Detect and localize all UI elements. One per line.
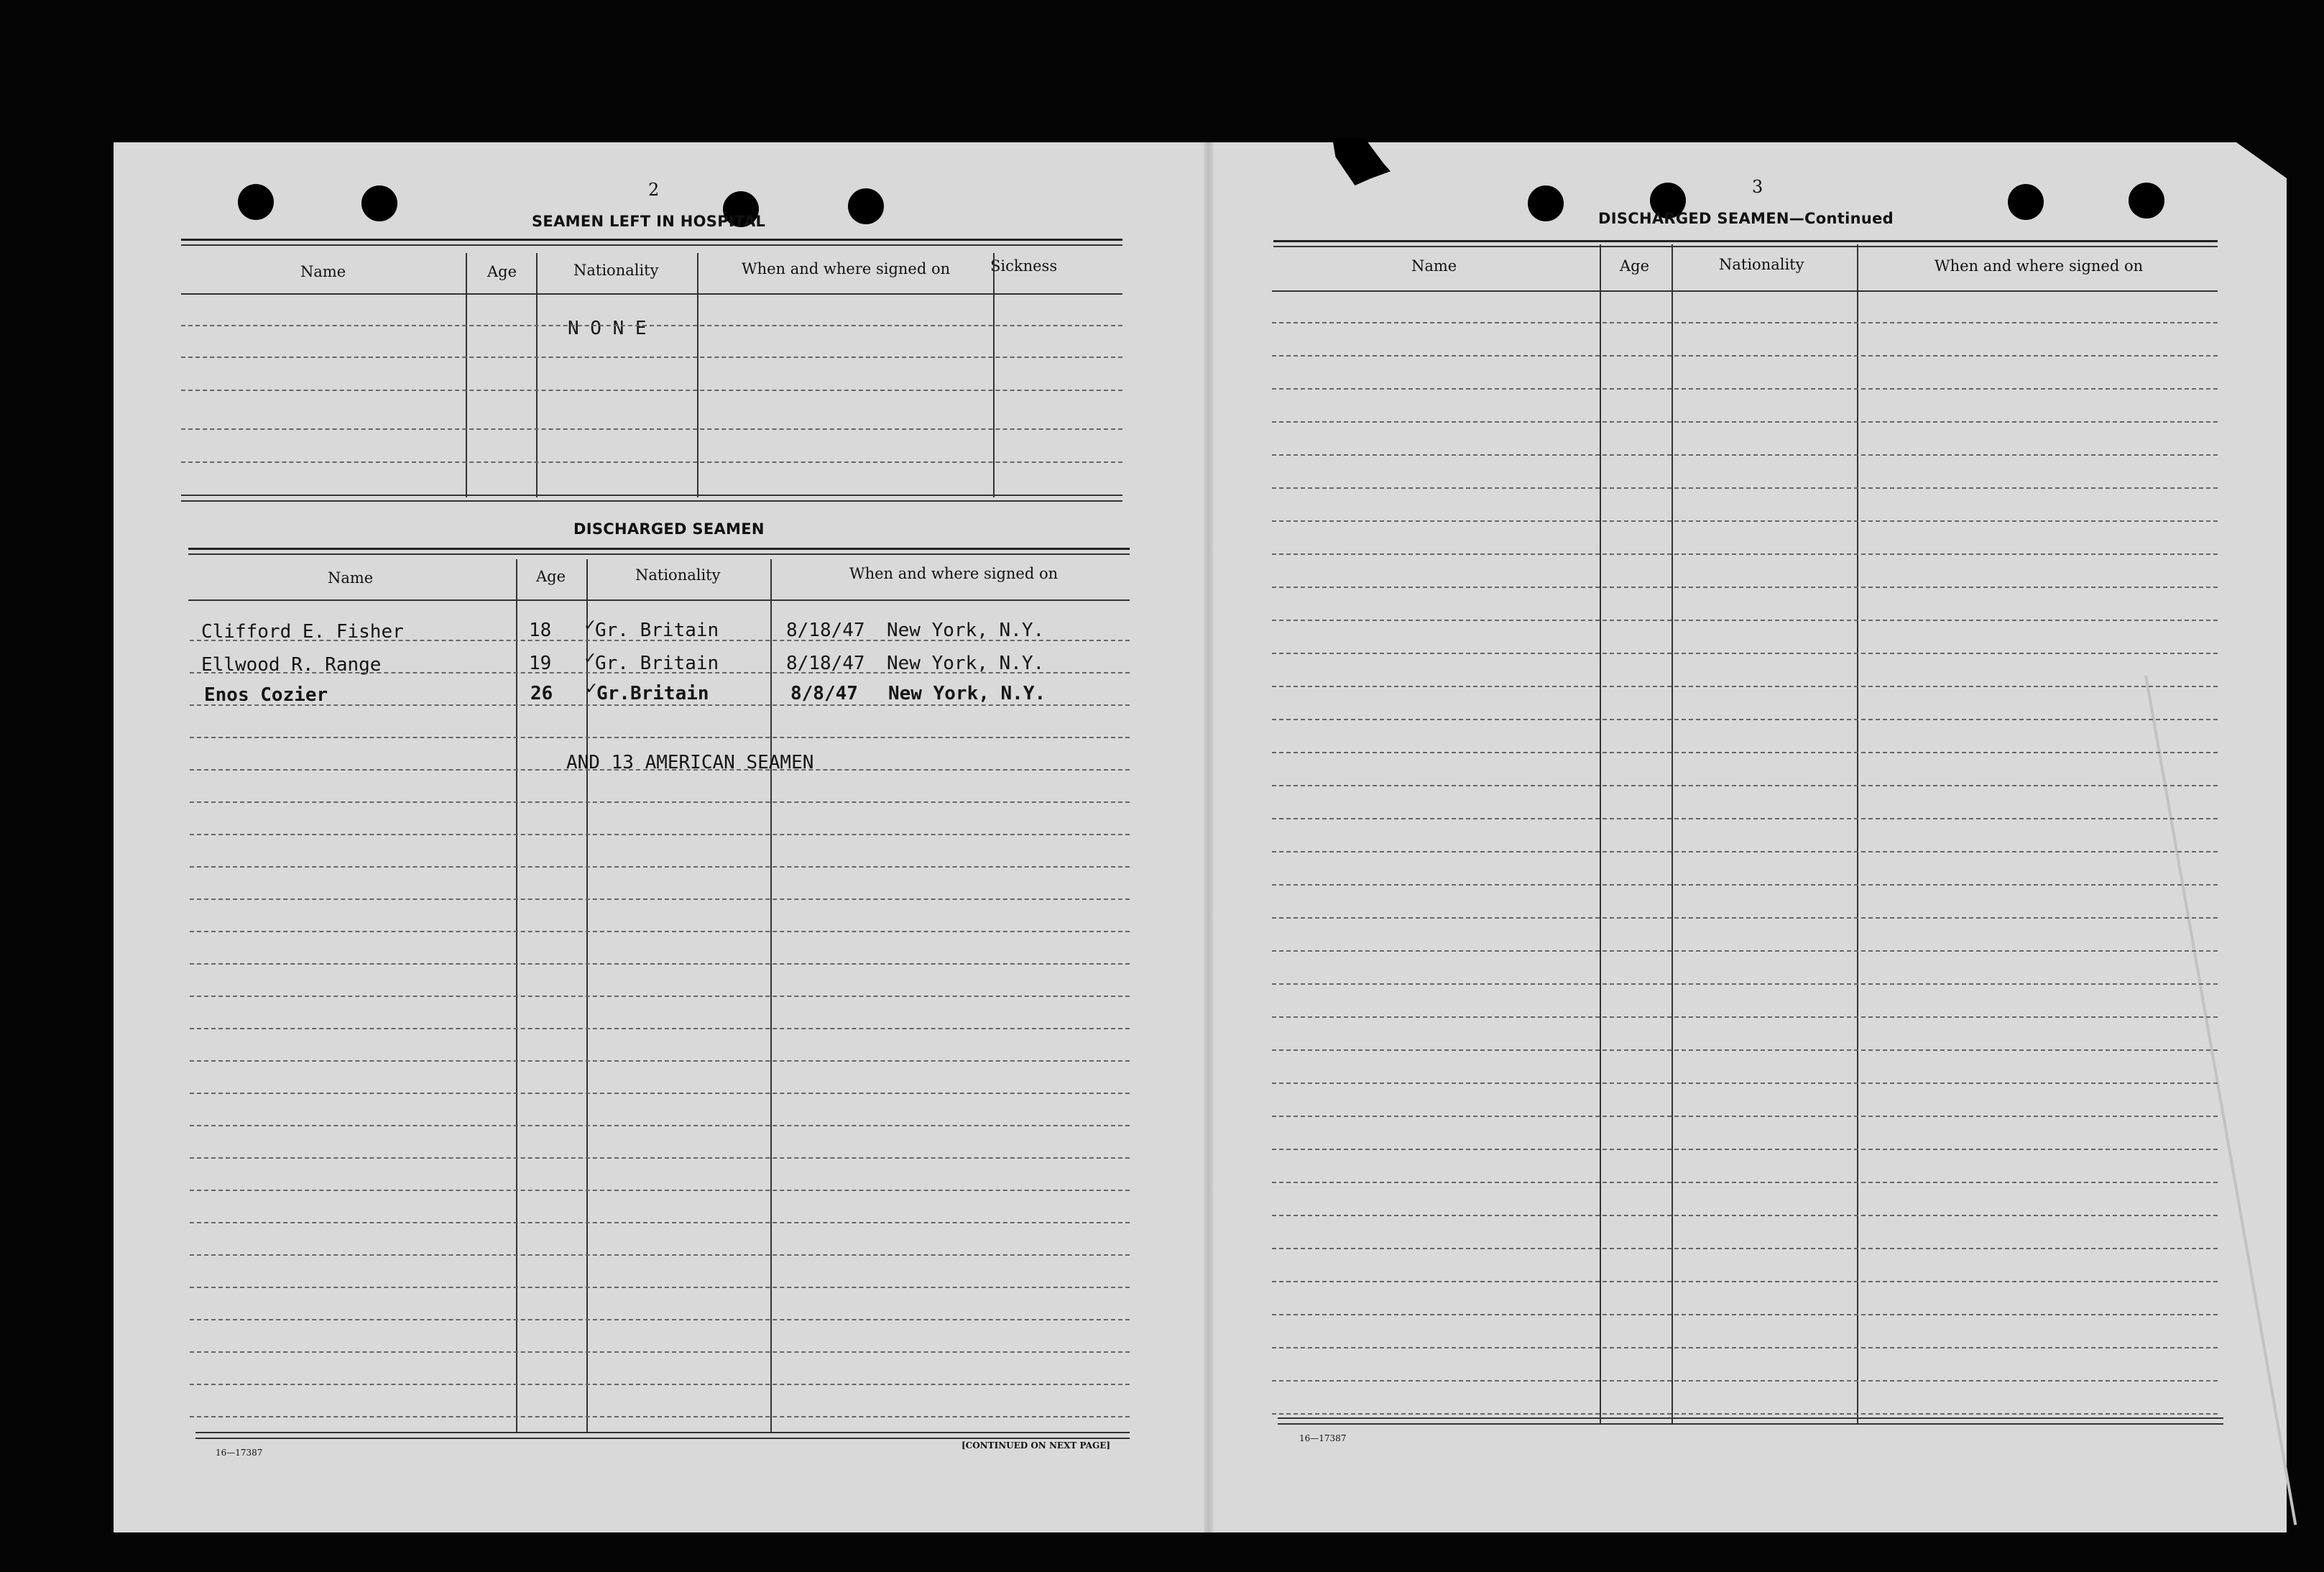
seaman-name: Clifford E. Fisher: [201, 621, 404, 643]
ruled-line: [1272, 785, 2218, 786]
ruled-line: [190, 1157, 1130, 1159]
ruled-line: [190, 1125, 1130, 1126]
seaman-age: 26: [530, 683, 553, 704]
column-header-name: Name: [328, 569, 374, 587]
ruled-line: [190, 1351, 1130, 1353]
binder-hole: [238, 184, 274, 220]
ruled-line: [1272, 950, 2218, 952]
ruled-line: [1272, 454, 2218, 456]
ruled-line: [190, 737, 1130, 738]
ruled-line: [1272, 520, 2218, 522]
continued-note: [CONTINUED ON NEXT PAGE]: [962, 1440, 1111, 1451]
ruled-line: [1272, 719, 2218, 720]
ruled-line: [1272, 1281, 2218, 1282]
table-bottom-rule: [181, 500, 1122, 502]
column-header-nationality: Nationality: [635, 566, 721, 584]
column-header-sickness: Sickness: [990, 257, 1058, 275]
ruled-line: [1272, 1215, 2218, 1216]
ruled-line: [1272, 1182, 2218, 1183]
seaman-name: Ellwood R. Range: [201, 654, 382, 676]
ruled-line: [1272, 487, 2218, 489]
table-bottom-rule: [1278, 1417, 2223, 1419]
page-fold: [1204, 142, 1214, 1532]
page-number: 2: [648, 180, 660, 200]
ruled-line: [190, 1093, 1130, 1094]
check-mark-icon: ✓: [584, 617, 597, 635]
ruled-line: [190, 1222, 1130, 1223]
column-header-nationality: Nationality: [1719, 256, 1804, 273]
check-mark-icon: ✓: [585, 680, 599, 698]
form-number: 16—17387: [216, 1448, 263, 1458]
seaman-nationality: Gr. Britain: [595, 620, 719, 641]
ruled-line: [181, 428, 1122, 430]
ruled-line: [1272, 752, 2218, 753]
column-divider: [466, 253, 467, 497]
ruled-line: [1272, 1049, 2218, 1051]
column-header-name: Name: [1411, 257, 1457, 275]
table-top-rule: [181, 239, 1122, 241]
column-header-nationality: Nationality: [573, 262, 659, 279]
table-top-rule: [1273, 246, 2218, 247]
right-page: [1209, 142, 2287, 1532]
table-top-rule: [1273, 240, 2218, 242]
ruled-line: [1272, 851, 2218, 852]
ruled-line: [190, 963, 1130, 965]
check-mark-icon: ✓: [584, 650, 597, 668]
ruled-line: [190, 866, 1130, 868]
ruled-line: [1272, 1314, 2218, 1315]
ruled-line: [1272, 917, 2218, 919]
binder-hole: [848, 188, 884, 224]
table-bottom-rule: [195, 1432, 1130, 1433]
ruled-line: [190, 931, 1130, 932]
ruled-line: [1272, 355, 2218, 357]
ruled-line: [190, 1416, 1130, 1417]
ruled-line: [1272, 388, 2218, 390]
ruled-line: [1272, 620, 2218, 621]
ruled-line: [190, 898, 1130, 900]
binder-hole: [2129, 183, 2164, 219]
ruled-line: [190, 996, 1130, 997]
binder-hole: [2008, 184, 2044, 220]
hospital-section-title: SEAMEN LEFT IN HOSPITAL: [532, 213, 766, 230]
signed-on-date: 8/18/47: [786, 620, 865, 641]
header-rule: [188, 599, 1130, 601]
signed-on-place: New York, N.Y.: [888, 683, 1046, 704]
ruled-line: [190, 1287, 1130, 1288]
table-bottom-rule: [1278, 1423, 2223, 1425]
form-number: 16—17387: [1299, 1433, 1347, 1443]
header-rule: [1272, 290, 2218, 292]
discharged-section-title: DISCHARGED SEAMEN: [573, 520, 765, 538]
table-top-rule: [181, 244, 1122, 246]
column-divider: [536, 253, 538, 497]
table-bottom-rule: [181, 495, 1122, 496]
column-header-age: Age: [536, 568, 566, 585]
ruled-line: [190, 1028, 1130, 1029]
signed-on-date: 8/18/47: [786, 653, 865, 674]
ruled-line: [190, 704, 1130, 706]
binder-hole: [361, 185, 397, 221]
column-header-signed-on: When and where signed on: [742, 260, 951, 277]
table-bottom-rule: [195, 1438, 1130, 1439]
ruled-line: [1272, 1116, 2218, 1117]
page-number: 3: [1752, 177, 1763, 197]
table-top-rule: [188, 553, 1130, 555]
ruled-line: [1272, 421, 2218, 423]
signed-on-date: 8/8/47: [790, 683, 858, 704]
signed-on-place: New York, N.Y.: [887, 653, 1045, 674]
ruled-line: [181, 357, 1122, 358]
ruled-line: [1272, 1380, 2218, 1382]
ruled-line: [1272, 1083, 2218, 1084]
column-header-signed-on: When and where signed on: [1935, 257, 2144, 275]
ruled-line: [190, 1254, 1130, 1256]
column-header-age: Age: [1620, 257, 1650, 275]
ruled-line: [190, 1384, 1130, 1385]
column-header-name: Name: [300, 263, 346, 280]
ruled-line: [1272, 1347, 2218, 1348]
header-rule: [181, 293, 1122, 295]
hospital-none-entry: N O N E: [568, 318, 647, 339]
ruled-line: [1272, 983, 2218, 985]
ruled-line: [1272, 653, 2218, 654]
ruled-line: [190, 1190, 1130, 1191]
ruled-line: [1272, 587, 2218, 588]
seaman-age: 18: [529, 620, 552, 641]
table-top-rule: [188, 548, 1130, 550]
seaman-nationality: Gr. Britain: [595, 653, 719, 674]
american-seamen-note: AND 13 AMERICAN SEAMEN: [566, 752, 814, 773]
ruled-line: [1272, 818, 2218, 819]
binder-hole: [1528, 185, 1564, 221]
column-header-age: Age: [487, 263, 517, 280]
ruled-line: [1272, 1149, 2218, 1150]
ruled-line: [181, 461, 1122, 463]
column-header-signed-on: When and where signed on: [849, 565, 1059, 582]
ruled-line: [181, 325, 1122, 326]
seaman-age: 19: [529, 653, 552, 674]
ruled-line: [1272, 1248, 2218, 1249]
ruled-line: [190, 672, 1130, 674]
ruled-line: [190, 801, 1130, 803]
ruled-line: [1272, 1413, 2218, 1415]
left-page: [114, 142, 1209, 1532]
ruled-line: [190, 1319, 1130, 1320]
ruled-line: [1272, 1016, 2218, 1018]
ruled-line: [1272, 322, 2218, 323]
ruled-line: [1272, 553, 2218, 555]
seaman-name: Enos Cozier: [204, 684, 328, 706]
column-divider: [697, 253, 698, 497]
column-divider: [993, 253, 995, 497]
ruled-line: [190, 769, 1130, 771]
continued-section-title: DISCHARGED SEAMEN—Continued: [1598, 210, 1894, 227]
signed-on-place: New York, N.Y.: [887, 620, 1045, 641]
ruled-line: [181, 390, 1122, 391]
ruled-line: [190, 834, 1130, 835]
ruled-line: [190, 1060, 1130, 1062]
ruled-line: [1272, 884, 2218, 886]
ruled-line: [1272, 686, 2218, 687]
seaman-nationality: Gr.Britain: [596, 683, 709, 704]
ruled-line: [190, 640, 1130, 641]
